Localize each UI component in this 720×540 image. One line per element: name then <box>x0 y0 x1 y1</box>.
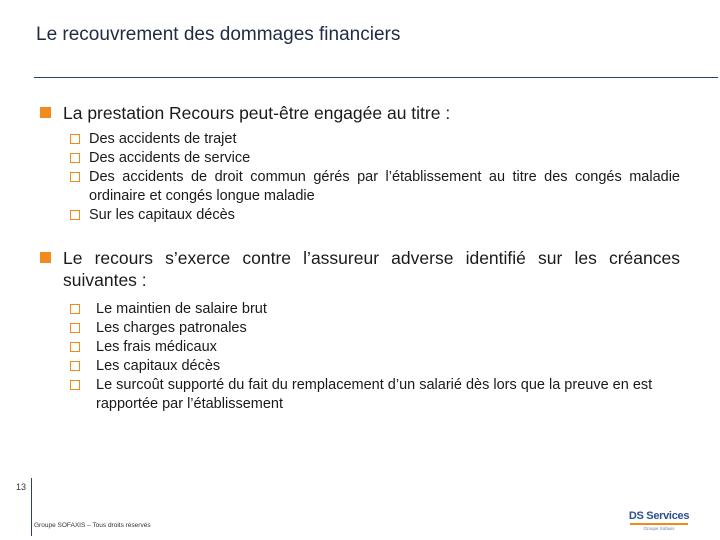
section-heading <box>40 247 680 291</box>
list-item-text: Les frais médicaux <box>96 339 217 355</box>
section-recours <box>40 247 680 414</box>
list-item-text: Des accidents de trajet <box>89 131 237 147</box>
hollow-square-bullet-icon <box>70 323 80 333</box>
section-heading-text: La prestation Recours peut-être engagée au titre : <box>63 103 451 123</box>
page-title: Le recouvrement des dommages financiers <box>36 24 401 45</box>
hollow-square-bullet-icon <box>70 172 80 182</box>
title-divider <box>34 77 718 78</box>
section-prestation <box>40 102 680 225</box>
list-item-text: Des accidents de droit commun gérés par l’établissement au titre des congés maladie ordinaire et congés longue maladie <box>89 169 680 204</box>
list-item-text: Les capitaux décès <box>96 358 221 374</box>
list-item-text: Les charges patronales <box>96 320 247 336</box>
section-heading <box>40 102 680 124</box>
list-item <box>70 206 680 225</box>
hollow-square-bullet-icon <box>70 153 80 163</box>
list-item <box>70 130 680 149</box>
list-item-text: Des accidents de service <box>89 150 251 166</box>
hollow-square-bullet-icon <box>70 210 80 220</box>
logo-accent-bar <box>630 523 688 525</box>
list-item <box>70 376 680 414</box>
hollow-square-bullet-icon <box>70 342 80 352</box>
filled-square-bullet-icon <box>40 107 51 118</box>
logo-name: DS Services <box>628 510 690 522</box>
list-item-text: Le surcoût supporté du fait du remplacement d’un salarié dès lors que la preuve en est rapportée par l’établissement <box>96 377 653 412</box>
list-item <box>70 300 680 319</box>
ds-services-logo <box>628 510 690 532</box>
logo-tagline: Groupe Sofaxis <box>643 526 675 531</box>
footer-divider <box>31 478 32 536</box>
hollow-square-bullet-icon <box>70 380 80 390</box>
hollow-square-bullet-icon <box>70 134 80 144</box>
copyright-notice: Groupe SOFAXIS – Tous droits réservés <box>34 522 151 529</box>
hollow-square-bullet-icon <box>70 361 80 371</box>
section-heading-text: Le recours s’exerce contre l’assureur adverse identifié sur les créances suivantes : <box>63 248 680 290</box>
list-item <box>70 319 680 338</box>
list-item-text: Le maintien de salaire brut <box>96 301 267 317</box>
list-item <box>70 168 680 206</box>
list-item <box>70 149 680 168</box>
page-number: 13 <box>16 482 27 492</box>
filled-square-bullet-icon <box>40 252 51 263</box>
list-item <box>70 338 680 357</box>
list-item-text: Sur les capitaux décès <box>89 207 235 223</box>
hollow-square-bullet-icon <box>70 304 80 314</box>
list-item <box>70 357 680 376</box>
